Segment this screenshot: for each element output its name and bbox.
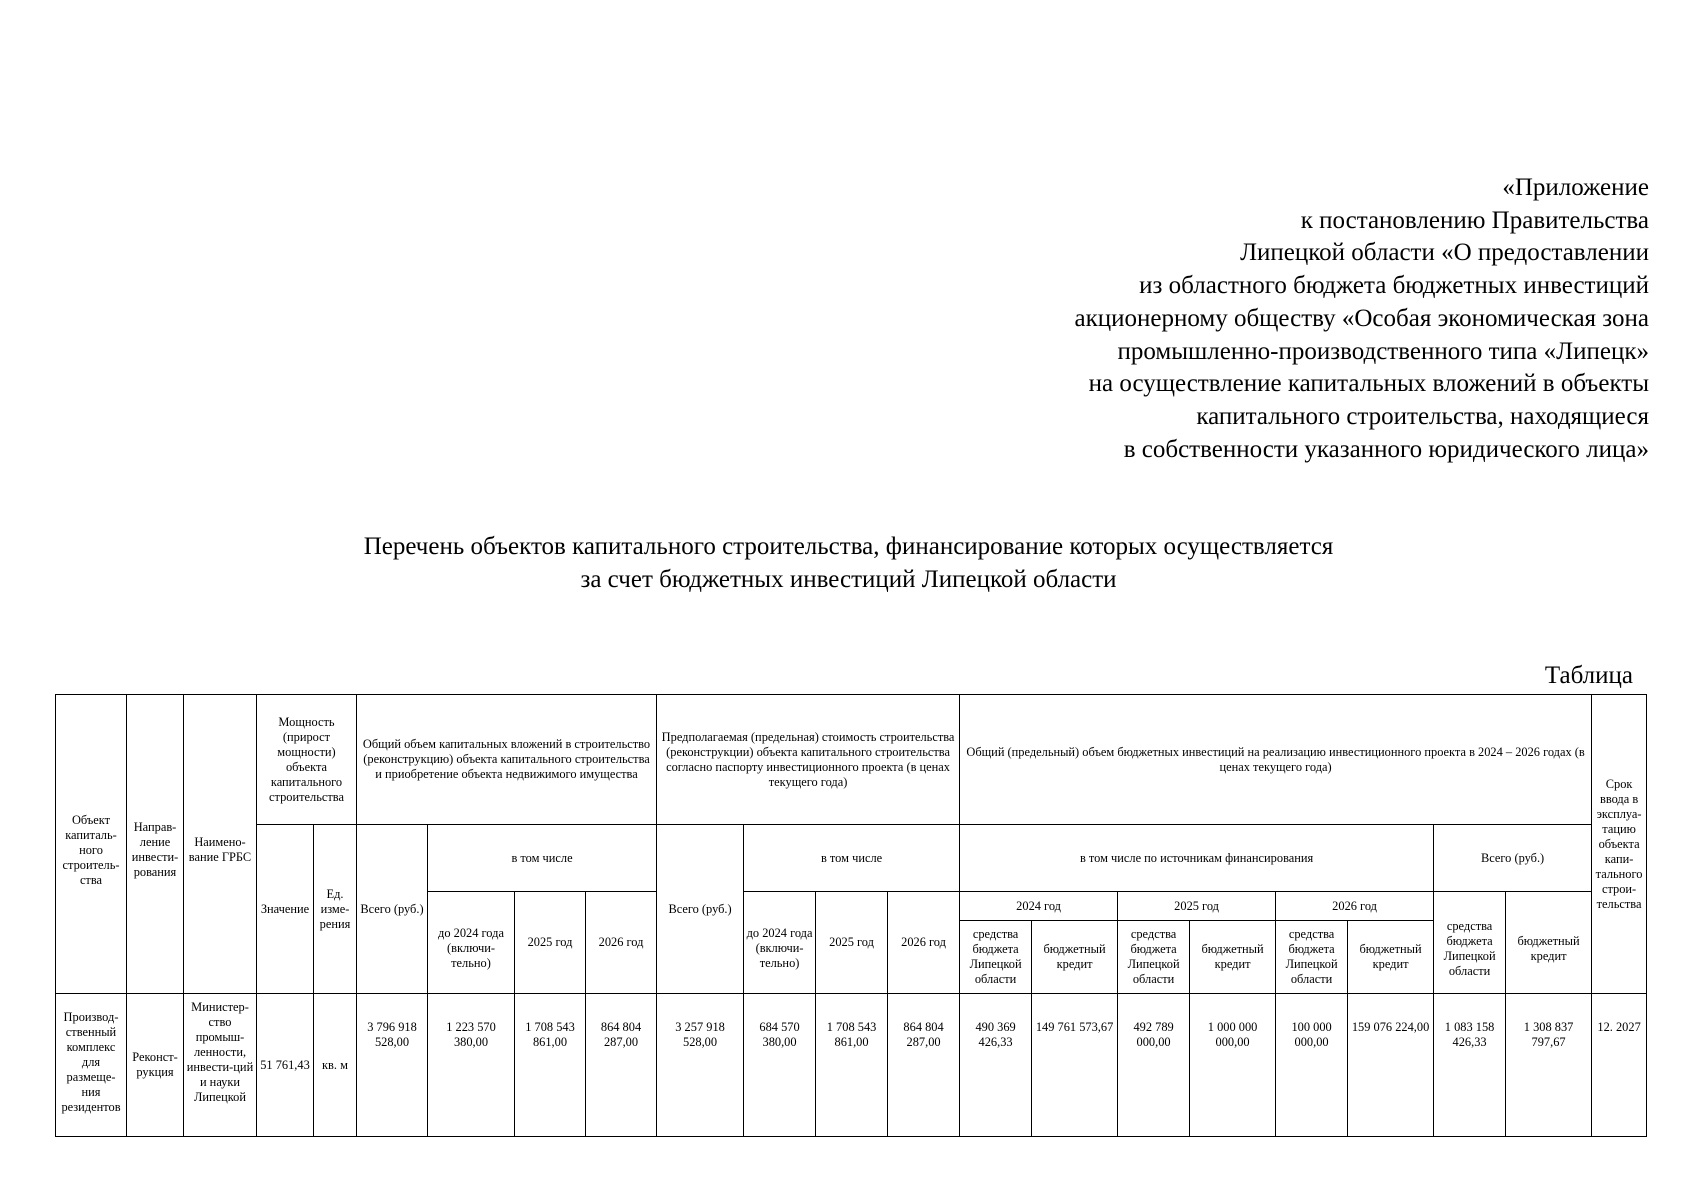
cell-2026-regional: 100 000 000,00 bbox=[1276, 994, 1348, 1137]
header-capacity-unit: Ед. изме-рения bbox=[314, 825, 357, 994]
cell-total-regional: 1 083 158 426,33 bbox=[1434, 994, 1506, 1137]
cell-cost-until-2024: 684 570 380,00 bbox=[744, 994, 816, 1137]
header-capacity: Мощность (прирост мощности) объекта капитального строительства bbox=[257, 695, 357, 825]
header-row-1 bbox=[56, 695, 1647, 825]
header-cost-2025: 2025 год bbox=[816, 892, 888, 994]
cell-2025-regional: 492 789 000,00 bbox=[1118, 994, 1190, 1137]
cell-grbs: Министер-ство промыш-ленности, инвести-ций и науки Липецкой bbox=[184, 994, 257, 1137]
header-capital-2025: 2025 год bbox=[515, 892, 586, 994]
header-total-capital: Общий объем капитальных вложений в строительство (реконструкцию) объекта капитального строительства и приобретение объекта недвижимого имущества bbox=[357, 695, 657, 825]
cell-cost-2025: 1 708 543 861,00 bbox=[816, 994, 888, 1137]
appendix-header bbox=[749, 172, 1649, 466]
header-2026-regional: средства бюджета Липецкой области bbox=[1276, 921, 1348, 994]
appendix-line: капитального строительства, находящиеся bbox=[1196, 402, 1649, 430]
header-deadline: Срок ввода в эксплуа-тацию объекта капи-тального строи-тельства bbox=[1592, 695, 1647, 994]
header-total-regional: средства бюджета Липецкой области bbox=[1434, 892, 1506, 994]
cell-2024-regional: 490 369 426,33 bbox=[960, 994, 1032, 1137]
cell-2025-credit: 1 000 000 000,00 bbox=[1190, 994, 1276, 1137]
header-capital-until-2024: до 2024 года (включи-тельно) bbox=[428, 892, 515, 994]
appendix-line: к постановлению Правительства bbox=[1300, 206, 1649, 234]
header-capital-including: в том числе bbox=[428, 825, 657, 892]
header-by-sources: в том числе по источникам финансирования bbox=[960, 825, 1434, 892]
table-row bbox=[56, 994, 1647, 1137]
header-year-2025: 2025 год bbox=[1118, 892, 1276, 921]
cell-2024-credit: 149 761 573,67 bbox=[1032, 994, 1118, 1137]
title-line-2: за счет бюджетных инвестиций Липецкой области bbox=[580, 565, 1117, 593]
objects-table bbox=[55, 694, 1647, 1137]
header-cost-until-2024: до 2024 года (включи-тельно) bbox=[744, 892, 816, 994]
cell-total-credit: 1 308 837 797,67 bbox=[1506, 994, 1592, 1137]
cell-capital-2026: 864 804 287,00 bbox=[586, 994, 657, 1137]
header-grbs: Наимено-вание ГРБС bbox=[184, 695, 257, 994]
cell-capacity-unit: кв. м bbox=[314, 994, 357, 1137]
header-year-2026: 2026 год bbox=[1276, 892, 1434, 921]
header-direction: Направ-ление инвести-рования bbox=[127, 695, 184, 994]
cell-cost-total: 3 257 918 528,00 bbox=[657, 994, 744, 1137]
header-estimated-cost: Предполагаемая (предельная) стоимость строительства (реконструкции) объекта капитального строительства согласно паспорту инвестиционного проекта (в ценах текущего года) bbox=[657, 695, 960, 825]
cell-deadline: 12. 2027 bbox=[1592, 994, 1647, 1137]
cell-cost-2026: 864 804 287,00 bbox=[888, 994, 960, 1137]
header-budget-total: Общий (предельный) объем бюджетных инвестиций на реализацию инвестиционного проекта в 2024 – 2026 годах (в ценах текущего года) bbox=[960, 695, 1592, 825]
header-2024-credit: бюджетный кредит bbox=[1032, 921, 1118, 994]
appendix-line: «Приложение bbox=[1502, 174, 1649, 201]
header-year-2024: 2024 год bbox=[960, 892, 1118, 921]
cell-object: Производ-ственный комплекс для размеще-ния резидентов bbox=[56, 994, 127, 1137]
appendix-line: промышленно-производственного типа «Липецк» bbox=[1117, 337, 1649, 365]
header-2024-regional: средства бюджета Липецкой области bbox=[960, 921, 1032, 994]
header-2025-regional: средства бюджета Липецкой области bbox=[1118, 921, 1190, 994]
appendix-line: из областного бюджета бюджетных инвестиций bbox=[1139, 272, 1649, 300]
appendix-line: Липецкой области «О предоставлении bbox=[1240, 239, 1649, 267]
header-capacity-value: Значение bbox=[257, 825, 314, 994]
appendix-line: на осуществление капитальных вложений в объекты bbox=[1088, 370, 1649, 398]
appendix-line: в собственности указанного юридического лица» bbox=[1123, 435, 1649, 463]
header-cost-including: в том числе bbox=[744, 825, 960, 892]
header-capital-total: Всего (руб.) bbox=[357, 825, 428, 994]
title-line-1: Перечень объектов капитального строительства, финансирование которых осуществляется bbox=[363, 533, 1334, 560]
header-total-credit: бюджетный кредит bbox=[1506, 892, 1592, 994]
header-2025-credit: бюджетный кредит bbox=[1190, 921, 1276, 994]
cell-direction: Реконст-рукция bbox=[127, 994, 184, 1137]
document-title bbox=[0, 531, 1697, 596]
cell-capacity-value: 51 761,43 bbox=[257, 994, 314, 1137]
header-2026-credit: бюджетный кредит bbox=[1348, 921, 1434, 994]
cell-2026-credit: 159 076 224,00 bbox=[1348, 994, 1434, 1137]
cell-capital-2025: 1 708 543 861,00 bbox=[515, 994, 586, 1137]
cell-capital-total: 3 796 918 528,00 bbox=[357, 994, 428, 1137]
header-cost-total: Всего (руб.) bbox=[657, 825, 744, 994]
appendix-line: акционерному обществу «Особая экономическая зона bbox=[1074, 304, 1649, 332]
table-label: Таблица bbox=[1544, 662, 1633, 689]
header-object: Объект капиталь-ного строитель-ства bbox=[56, 695, 127, 994]
header-cost-2026: 2026 год bbox=[888, 892, 960, 994]
header-capital-2026: 2026 год bbox=[586, 892, 657, 994]
header-budget-sum: Всего (руб.) bbox=[1434, 825, 1592, 892]
header-row-2 bbox=[56, 825, 1647, 892]
cell-capital-until-2024: 1 223 570 380,00 bbox=[428, 994, 515, 1137]
